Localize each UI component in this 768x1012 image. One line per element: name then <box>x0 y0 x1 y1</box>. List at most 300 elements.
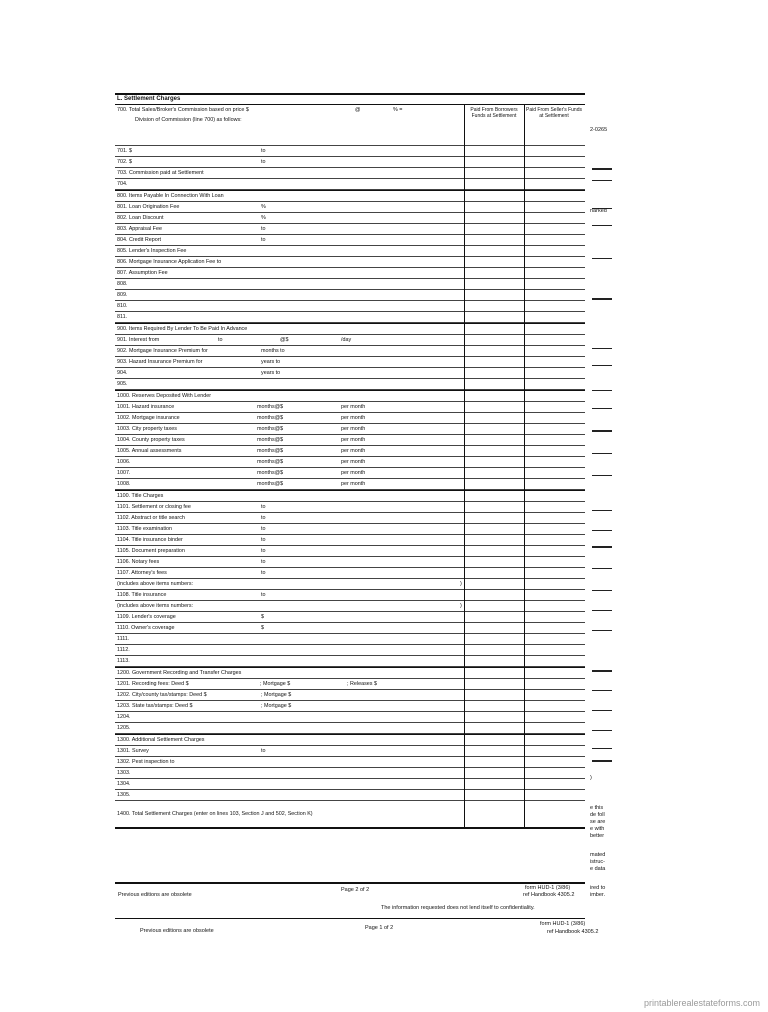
form-row <box>115 656 585 667</box>
line-item-field-label: months@$ <box>257 426 284 432</box>
borrower-amount-cell <box>464 768 465 779</box>
seller-amount-cell <box>524 290 525 301</box>
form-row <box>115 601 585 612</box>
line-item-label: 1302. Pest inspection to <box>117 759 175 765</box>
borrower-amount-cell <box>464 368 465 379</box>
borrower-amount-cell <box>464 801 465 828</box>
form-row <box>115 746 585 757</box>
line-item-label: 1203. State tax/stamps: Deed $ <box>117 703 193 709</box>
line-item-label: 807. Assumption Fee <box>117 270 168 276</box>
seller-amount-cell <box>524 645 525 656</box>
form-row <box>115 768 585 779</box>
borrower-amount-cell <box>464 346 465 357</box>
borrower-amount-cell <box>464 679 465 690</box>
form-row <box>115 623 585 634</box>
form-row <box>115 368 585 379</box>
line-item-label: 1201. Recording fees: Deed $ <box>117 681 189 687</box>
seller-amount-cell <box>524 535 525 546</box>
line-item-label: 800. Items Payable In Connection With Loan <box>117 193 224 199</box>
edge-rule <box>592 690 612 691</box>
line-item-label: 1110. Owner's coverage <box>117 625 175 631</box>
line-item-field-label: % = <box>393 107 403 113</box>
line-item-field-label: to <box>261 537 266 543</box>
line-item-field-label: /day <box>341 337 352 343</box>
edge-rule <box>592 365 612 366</box>
borrower-amount-cell <box>464 779 465 790</box>
line-item-field-label: years to <box>261 359 281 365</box>
form-row <box>115 235 585 246</box>
borrower-amount-cell <box>464 391 465 402</box>
line-item-field-label: to <box>261 237 266 243</box>
borrower-amount-cell <box>464 191 465 202</box>
line-item-label: 1205. <box>117 725 131 731</box>
form-rows <box>115 105 585 829</box>
line-item-label: 1113. <box>117 658 130 664</box>
borrower-amount-cell <box>464 634 465 645</box>
line-item-field-label: to <box>218 337 223 343</box>
line-item-sublabel: Division of Commission (line 700) as follows: <box>135 117 242 123</box>
footer-obsolete-note: Previous editions are obsolete <box>140 928 214 934</box>
line-item-field-label: to <box>261 559 266 565</box>
form-row <box>115 379 585 390</box>
borrower-amount-cell <box>464 168 465 179</box>
line-item-label: 1112. <box>117 647 130 653</box>
form-row <box>115 612 585 623</box>
line-item-label: 1108. Title insurance <box>117 592 167 598</box>
borrower-amount-cell <box>464 790 465 801</box>
form-row <box>115 634 585 645</box>
seller-amount-cell <box>524 424 525 435</box>
seller-amount-cell <box>524 668 525 679</box>
line-item-label: 811. <box>117 314 128 320</box>
edge-rule <box>592 475 612 476</box>
borrower-amount-cell <box>464 668 465 679</box>
line-item-field-label: to <box>261 592 266 598</box>
seller-amount-cell <box>524 146 525 157</box>
seller-amount-cell <box>524 435 525 446</box>
borrower-amount-cell <box>464 246 465 257</box>
edge-rule <box>592 590 612 591</box>
borrower-amount-cell <box>464 701 465 712</box>
edge-rule <box>592 760 612 762</box>
edge-rule <box>592 348 612 349</box>
line-item-label: 1101. Settlement or closing fee <box>117 504 191 510</box>
form-row <box>115 490 585 502</box>
form-row <box>115 734 585 746</box>
line-item-label: 1102. Abstract or title search <box>117 515 185 521</box>
form-row <box>115 557 585 568</box>
line-item-label: 1300. Additional Settlement Charges <box>117 737 205 743</box>
form-row <box>115 701 585 712</box>
line-item-label: 1000. Reserves Deposited With Lender <box>117 393 212 399</box>
footer-obsolete-note: Previous editions are obsolete <box>118 892 192 898</box>
seller-amount-cell <box>524 312 525 323</box>
line-item-label: 1204. <box>117 714 131 720</box>
borrower-amount-cell <box>464 735 465 746</box>
line-item-label: 703. Commission paid at Settlement <box>117 170 204 176</box>
line-item-label: 1105. Document preparation <box>117 548 185 554</box>
borrower-amount-cell <box>464 546 465 557</box>
line-item-label: (includes above items numbers: <box>117 581 194 587</box>
borrower-amount-cell <box>464 424 465 435</box>
form-row <box>115 723 585 734</box>
seller-amount-cell <box>524 701 525 712</box>
adjacent-page-edge <box>590 90 614 898</box>
form-row <box>115 468 585 479</box>
line-item-label: 702. $ <box>117 159 132 165</box>
edge-text-fragment: de foll <box>590 812 605 818</box>
seller-amount-cell <box>524 612 525 623</box>
closing-paren: ) <box>460 581 462 587</box>
form-row <box>115 413 585 424</box>
form-row <box>115 335 585 346</box>
form-row <box>115 190 585 202</box>
borrower-amount-cell <box>464 213 465 224</box>
borrower-amount-cell <box>464 179 465 190</box>
seller-amount-cell <box>524 268 525 279</box>
edge-rule <box>592 610 612 611</box>
line-item-label: 1400. Total Settlement Charges (enter on lines 103, Section J and 502, Section K) <box>117 811 313 817</box>
seller-amount-cell <box>524 568 525 579</box>
form-row <box>115 202 585 213</box>
footer-page-number: Page 1 of 2 <box>365 925 394 931</box>
line-item-field-label: per month <box>341 426 366 432</box>
form-row <box>115 546 585 557</box>
seller-amount-cell <box>524 524 525 535</box>
borrower-amount-cell <box>464 379 465 390</box>
borrower-amount-cell <box>464 279 465 290</box>
form-row <box>115 790 585 801</box>
edge-text-fragment: e this <box>590 805 604 811</box>
seller-amount-cell <box>524 324 525 335</box>
edge-rule <box>592 670 612 672</box>
line-item-label: 704. <box>117 181 128 187</box>
seller-amount-cell <box>524 557 525 568</box>
seller-amount-cell <box>524 623 525 634</box>
line-item-label: 904. <box>117 370 128 376</box>
line-item-label: 1111. <box>117 636 130 642</box>
line-item-label: 1304. <box>117 781 131 787</box>
borrower-amount-cell <box>464 690 465 701</box>
borrower-amount-cell <box>464 146 465 157</box>
seller-amount-cell <box>524 690 525 701</box>
line-item-field-label: months@$ <box>257 415 284 421</box>
line-item-label: 1301. Survey <box>117 748 149 754</box>
seller-amount-cell <box>524 735 525 746</box>
seller-amount-cell <box>524 191 525 202</box>
edge-text-fragment: mated <box>590 852 606 858</box>
borrower-amount-cell <box>464 579 465 590</box>
seller-amount-cell <box>524 502 525 513</box>
seller-amount-cell <box>524 413 525 424</box>
form-row <box>115 312 585 323</box>
form-row <box>115 457 585 468</box>
seller-amount-cell <box>524 634 525 645</box>
seller-amount-cell <box>524 202 525 213</box>
line-item-label: 809. <box>117 292 128 298</box>
line-item-label: 903. Hazard Insurance Premium for <box>117 359 203 365</box>
line-item-field-label: months@$ <box>257 404 284 410</box>
form-row <box>115 801 585 829</box>
form-row <box>115 268 585 279</box>
edge-rule <box>592 530 612 531</box>
footer-form-id: form HUD-1 (3/86) <box>540 921 586 927</box>
line-item-label: 900. Items Required By Lender To Be Paid In Advance <box>117 326 248 332</box>
borrower-amount-cell <box>464 491 465 502</box>
line-item-field-label: to <box>261 148 266 154</box>
borrower-amount-cell <box>464 157 465 168</box>
line-item-field-label: ; Mortgage $ <box>261 692 292 698</box>
form-row <box>115 645 585 656</box>
edge-rule <box>592 510 612 511</box>
borrower-amount-cell <box>464 257 465 268</box>
line-item-label: 803. Appraisal Fee <box>117 226 162 232</box>
borrower-amount-cell <box>464 535 465 546</box>
line-item-field-label: to <box>261 159 266 165</box>
seller-amount-cell <box>524 746 525 757</box>
edge-rule <box>592 390 612 391</box>
line-item-label: 1103. Title examination <box>117 526 173 532</box>
seller-column-header: Paid From Seller's Funds at Settlement <box>526 107 582 119</box>
form-row <box>115 290 585 301</box>
seller-amount-cell <box>524 179 525 190</box>
form-row <box>115 535 585 546</box>
line-item-label: 1202. City/county tax/stamps: Deed $ <box>117 692 207 698</box>
line-item-field-label: years to <box>261 370 281 376</box>
footer-page-2 <box>115 880 585 920</box>
line-item-label: 1003. City property taxes <box>117 426 177 432</box>
line-item-label: 804. Credit Report <box>117 237 162 243</box>
form-row <box>115 213 585 224</box>
form-row <box>115 579 585 590</box>
form-row <box>115 424 585 435</box>
seller-amount-cell <box>524 479 525 490</box>
borrower-amount-cell <box>464 601 465 612</box>
seller-amount-cell <box>524 446 525 457</box>
line-item-field-label: ; Releases $ <box>347 681 377 687</box>
borrower-amount-cell <box>464 645 465 656</box>
seller-amount-cell <box>524 368 525 379</box>
form-row <box>115 246 585 257</box>
borrower-amount-cell <box>464 324 465 335</box>
seller-amount-cell <box>524 391 525 402</box>
edge-text-fragment: e data <box>590 866 606 872</box>
borrower-amount-cell <box>464 513 465 524</box>
borrower-amount-cell <box>464 235 465 246</box>
form-row <box>115 402 585 413</box>
borrower-column-header: Paid From Borrowers Funds at Settlement <box>470 107 518 119</box>
footer-rule <box>115 918 585 919</box>
borrower-amount-cell <box>464 656 465 667</box>
edge-text-fragment: imber. <box>590 892 605 898</box>
line-item-label: 1001. Hazard insurance <box>117 404 175 410</box>
seller-amount-cell <box>524 779 525 790</box>
seller-amount-cell <box>524 590 525 601</box>
line-item-label: 1109. Lender's coverage <box>117 614 176 620</box>
form-row <box>115 690 585 701</box>
edge-text-fragment: se are <box>590 819 606 825</box>
line-item-field-label: months@$ <box>257 459 284 465</box>
form-row <box>115 224 585 235</box>
line-item-field-label: $ <box>261 625 264 631</box>
seller-amount-cell <box>524 224 525 235</box>
line-item-field-label: to <box>261 504 266 510</box>
line-item-label: 700. Total Sales/Broker's Commission based on price $ <box>117 107 249 113</box>
form-row <box>115 590 585 601</box>
form-row <box>115 502 585 513</box>
borrower-amount-cell <box>464 446 465 457</box>
seller-amount-cell <box>524 768 525 779</box>
seller-amount-cell <box>524 246 525 257</box>
line-item-label: 808. <box>117 281 128 287</box>
edge-text-fragment: ired to <box>590 885 606 891</box>
line-item-field-label: months@$ <box>257 470 284 476</box>
line-item-field-label: months@$ <box>257 481 284 487</box>
line-item-field-label: months@$ <box>257 448 284 454</box>
line-item-field-label: to <box>261 570 266 576</box>
line-item-field-label: months@$ <box>257 437 284 443</box>
line-item-label: 1107. Attorney's fees <box>117 570 167 576</box>
line-item-label: 1005. Annual assessments <box>117 448 182 454</box>
borrower-amount-cell <box>464 568 465 579</box>
edge-text-fragment: ) <box>590 775 592 781</box>
edge-rule <box>592 546 612 548</box>
line-item-label: 1104. Title insurance binder <box>117 537 183 543</box>
seller-amount-cell <box>524 335 525 346</box>
line-item-label: 1106. Notary fees <box>117 559 160 565</box>
form-row <box>115 446 585 457</box>
seller-amount-cell <box>524 379 525 390</box>
line-item-field-label: months to <box>261 348 285 354</box>
form-row <box>115 179 585 190</box>
borrower-amount-cell <box>464 468 465 479</box>
seller-amount-cell <box>524 601 525 612</box>
borrower-amount-cell <box>464 479 465 490</box>
borrower-amount-cell <box>464 290 465 301</box>
form-row <box>115 568 585 579</box>
form-row <box>115 667 585 679</box>
edge-rule <box>592 180 612 181</box>
form-row <box>115 146 585 157</box>
edge-rule <box>592 748 612 749</box>
line-item-label: 905. <box>117 381 128 387</box>
borrower-amount-cell <box>464 224 465 235</box>
borrower-amount-cell <box>464 524 465 535</box>
footer-handbook-ref: ref Handbook 4305.2 <box>523 892 575 898</box>
borrower-amount-cell <box>464 435 465 446</box>
seller-amount-cell <box>524 790 525 801</box>
line-item-label: 1008. <box>117 481 131 487</box>
form-row <box>115 435 585 446</box>
seller-amount-cell <box>524 801 525 828</box>
watermark: printablerealestateforms.com <box>643 998 760 1008</box>
form-row <box>115 346 585 357</box>
borrower-amount-cell <box>464 413 465 424</box>
form-row <box>115 257 585 268</box>
form-row <box>115 105 585 146</box>
form-row <box>115 757 585 768</box>
edge-rule <box>592 225 612 226</box>
seller-amount-cell <box>524 513 525 524</box>
line-item-label: 1200. Government Recording and Transfer Charges <box>117 670 242 676</box>
line-item-label: 1100. Title Charges <box>117 493 164 499</box>
line-item-field-label: to <box>261 548 266 554</box>
line-item-field-label: per month <box>341 437 366 443</box>
seller-amount-cell <box>524 213 525 224</box>
line-item-field-label: per month <box>341 404 366 410</box>
footer-page-1 <box>115 915 599 945</box>
line-item-field-label: per month <box>341 459 366 465</box>
borrower-amount-cell <box>464 502 465 513</box>
line-item-field-label: to <box>261 526 266 532</box>
edge-rule <box>592 730 612 731</box>
form-row <box>115 168 585 179</box>
seller-amount-cell <box>524 546 525 557</box>
line-item-field-label: to <box>261 226 266 232</box>
line-item-label: 1002. Mortgage insurance <box>117 415 180 421</box>
line-item-field-label: per month <box>341 470 366 476</box>
line-item-field-label: @$ <box>280 337 289 343</box>
seller-amount-cell <box>524 346 525 357</box>
edge-rule <box>592 168 612 170</box>
borrower-amount-cell <box>464 357 465 368</box>
seller-amount-cell <box>524 301 525 312</box>
borrower-amount-cell <box>464 312 465 323</box>
line-item-field-label: per month <box>341 415 366 421</box>
form-row <box>115 157 585 168</box>
line-item-label: 1303. <box>117 770 131 776</box>
borrower-amount-cell <box>464 623 465 634</box>
line-item-label: 1006. <box>117 459 131 465</box>
borrower-amount-cell <box>464 268 465 279</box>
line-item-label: 810. <box>117 303 128 309</box>
line-item-label: 805. Lender's Inspection Fee <box>117 248 187 254</box>
line-item-label: 1007. <box>117 470 131 476</box>
footer-confidentiality-note: The information requested does not lend itself to confidentiality. <box>381 905 535 911</box>
seller-amount-cell <box>524 168 525 179</box>
form-row <box>115 301 585 312</box>
line-item-field-label: % <box>261 204 266 210</box>
edge-rule <box>592 408 612 409</box>
borrower-amount-cell <box>464 746 465 757</box>
borrower-amount-cell <box>464 335 465 346</box>
edge-rule <box>592 630 612 631</box>
edge-text-fragment: better <box>590 833 605 839</box>
line-item-field-label: to <box>261 748 266 754</box>
form-row <box>115 479 585 490</box>
line-item-field-label: ; Mortgage $ <box>260 681 291 687</box>
seller-amount-cell <box>524 712 525 723</box>
borrower-amount-cell <box>464 301 465 312</box>
form-row <box>115 357 585 368</box>
seller-amount-cell <box>524 357 525 368</box>
footer-page-number: Page 2 of 2 <box>341 887 370 893</box>
edge-rule <box>592 568 612 569</box>
seller-amount-cell <box>524 491 525 502</box>
seller-amount-cell <box>524 723 525 734</box>
form-row <box>115 779 585 790</box>
line-item-label: 902. Mortgage Insurance Premium for <box>117 348 208 354</box>
form-row <box>115 390 585 402</box>
footer-form-id: form HUD-1 (3/86) <box>525 885 571 891</box>
line-item-label: 806. Mortgage Insurance Application Fee to <box>117 259 222 265</box>
seller-amount-cell <box>524 279 525 290</box>
seller-amount-cell <box>524 757 525 768</box>
borrower-amount-cell <box>464 757 465 768</box>
form-row <box>115 524 585 535</box>
seller-amount-cell <box>524 579 525 590</box>
borrower-amount-cell <box>464 723 465 734</box>
